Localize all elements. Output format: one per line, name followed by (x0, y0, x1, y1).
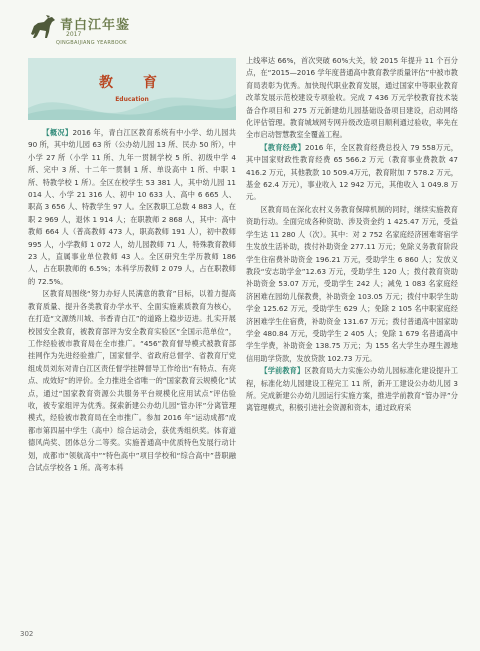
preschool-paragraph (246, 365, 458, 415)
yearbook-title: 青白江年鉴 (60, 18, 131, 33)
section-banner (28, 58, 236, 120)
preschool-text: 区教育局大力实施公办幼儿园标准化建设提升工程，标准化幼儿园建设工程完工 11 所，新开工建设公办幼儿园 3 所。完成新建公办幼儿园运行实施方案，推进学前教育“管办评”分离管理模式，积极引进社会资源和资本，通过政府采 (246, 366, 458, 413)
page-number: 302 (20, 630, 34, 638)
yearbook-year: 2017 (66, 31, 82, 38)
continued-paragraph: 上线率达 66%，首次突破 60%大关，较 2015 年提升 11 个百分点，在“2015—2016 学年度普通高中教育教学质量评估”中被市教育局表彰为优秀。加快现代职业教育发展，通过国家中等职业教育改革发展示范校建设专项验收。完成 7 436 万元学校教育技术装备合作项目和 275 万元新建幼儿园基础设备项目建设，启动网络化评估管理。教育城域网专网升级改造项目顺利通过验收，率先在全市启动智慧教室全覆盖工程。 (246, 56, 458, 140)
overview-text: 2016 年，青白江区教育系统有中小学、幼儿园共 90 所，其中幼儿园 63 所（公办幼儿园 13 所、民办 50 所），中小学 27 所（小学 11 所、九年一贯制学校 5 所、初级中学 4 所、完中 3 所、十二年一贯制 1 所、单设高中 1 所、中职 1 所、特教学校 1 所）。全区在校学生 53 381 人，其中幼儿园 11 014 人、小学 21 316 人、初中 10 633 人、高中 6 665 人、职高 3 656 人、特教学生 97 人。全区教职工总数 4 883 人，在职 2 969 人，退休 1 914 人；在职教师 2 868 人，其中：高中教师 664 人（普高教师 473 人，职高教师 191 人），初中教师 995 人，小学教师 1 072 人，幼儿园教师 71 人，特殊教育教师 23 人，直属事业单位教师 43 人。全区研究生学历教师 186 人，占在职教师的 6.5%；本科学历教师 2 079 人，占在职教师的 72.5%。 (28, 128, 236, 286)
right-column (246, 55, 458, 415)
funding-aid-paragraph: 区教育局在深化农村义务教育保障机制的同时，继续实施教育资助行动。全面完成各种资助、涉及资金约 1 425.47 万元，受益学生达 11 280 人（次）。其中：对 2 752 名家庭经济困难寄宿学生发放生活补助，拨付补助资金 277.11 万元；免除义务教育阶段学生住宿费补助资金 196.21 万元，受助学生 6 860 人；发放义教段“安志助学金”12.63 万元，受助学生 120 人；拨付教育资助补助资金 53.07 万元，受助学生 242 人；减免 1 083 名家庭经济困难在园幼儿保教费，补助资金 103.05 万元；拨付中职学生助学金 125.62 万元，受助学生 629 人；免除 2 105 名中职家庭经济困难学生住宿费，补助资金 131.67 万元；拨付普通高中国家助学金 480.84 万元，受助学生 2 405 人；免除 1 679 名普通高中学生学费，补助资金 138.75 万元；为 155 名大学生办理生源地信用助学贷款，发放贷款 102.73 万元。 (246, 204, 458, 363)
overview-tag: 【概况】 (42, 128, 73, 137)
section-subtitle: Education (115, 96, 149, 103)
education-quality-paragraph: 区教育局围绕“努力办好人民满意的教育”目标，以着力提高教育质量、提升各类教育办学水平、全面实施素质教育为核心，在打造“文源绣川城、书香青白江”的道路上稳步迈进。扎实开展校园安全教育，被教育部评为安全教育实验区“全国示范单位”，工作经验被市教育局在全市推广。“456”教育督导模式被教育部挂网作为先进经验推广，国家督学、省政府总督学、省教育厅党组成员刘东对青白江区责任督学挂牌督导工作给出“有特点、有亮点、成效好”的评价。全力推进全省唯一的“国家教育云规模化”试点，通过“国家教育资源公共服务平台规模化应用试点”评估验收，被专家组评为优秀。探索新建公办幼儿园“管办评”分离管理模式，经验被市教育局在全市推广。参加 2016 年“运动成都”成都市第四届中学生（高中）综合运动会，获优秀组织奖。体育道德风尚奖、团体总分二等奖。实施普通高中优质特色发展行动计划，成都市“领航高中”“特色高中”项目学校和“综合高中”普职融合试点学校各 1 所。高考本科 (28, 289, 236, 472)
yearbook-header (28, 10, 228, 50)
funding-tag: 【教育经费】 (260, 142, 306, 152)
horse-logo-icon (28, 14, 58, 40)
section-title: 教 育 (99, 75, 165, 91)
yearbook-english-title: QINGBAIJIANG YEARBOOK (56, 40, 127, 46)
left-column (28, 127, 236, 474)
preschool-tag: 【学前教育】 (260, 366, 305, 376)
overview-paragraph (28, 127, 236, 288)
funding-text: 2016 年，全区教育经费总投入 79 558万元，其中国家财政性教育经费 65 566.2 万元（教育事业费教款 47 416.2 万元，其他教款 10 509.4万元，教育附加 7 578.2 万元，基金 62.4 万元），事业收入 12 942 万元，其他收入 1 049.8 万元。 (246, 142, 458, 202)
funding-paragraph (246, 142, 458, 204)
